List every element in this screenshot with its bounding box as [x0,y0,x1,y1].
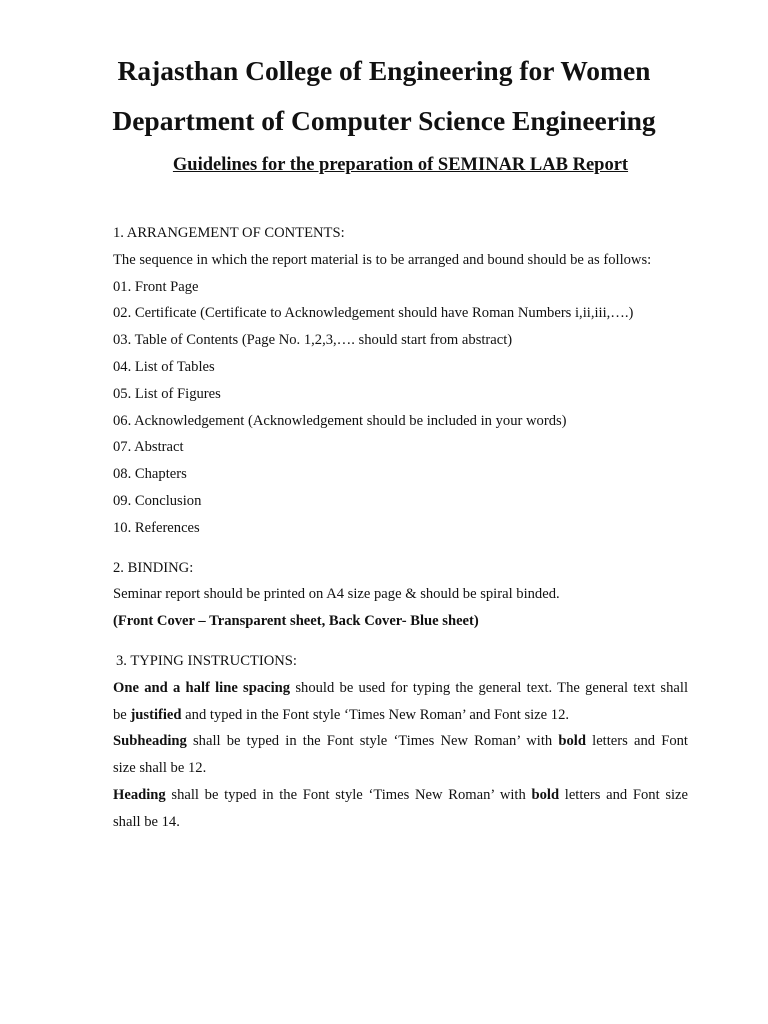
paragraph-line: Subheading shall be typed in the Font style ‘Times New Roman’ with bold letters and Font [113,733,688,750]
list-item: 08. Chapters [113,466,187,483]
list-item: 07. Abstract [113,439,184,456]
list-item: 02. Certificate (Certificate to Acknowledgement should have Roman Numbers i,ii,iii,….) [113,305,634,322]
binding-note: (Front Cover – Transparent sheet, Back Cover- Blue sheet) [113,613,479,630]
list-item: 09. Conclusion [113,492,202,509]
paragraph-line: Heading shall be typed in the Font style ‘Times New Roman’ with bold letters and Font size [113,786,689,803]
document-body [113,220,688,836]
section-heading: 1. ARRANGEMENT OF CONTENTS: [113,225,345,241]
list-item: 01. Front Page [113,278,199,295]
list-item: 05. List of Figures [113,385,221,402]
section-heading: 3. TYPING INSTRUCTIONS: [116,652,297,669]
paragraph-line: be justified and typed in the Font style ‘Times New Roman’ and Font size 12. [113,706,570,723]
section-binding [113,555,688,635]
section-heading: 2. BINDING: [113,559,194,576]
paragraph-line: One and a half line spacing should be used for typing the general text. The general text shall [113,679,688,696]
department-title: Department of Computer Science Engineering [112,105,656,136]
section-arrangement [113,220,688,542]
college-title: Rajasthan College of Engineering for Women [117,55,651,86]
list-item: 10. References [113,519,200,536]
list-item: 06. Acknowledgement (Acknowledgement should be included in your words) [113,412,567,429]
paragraph-line: size shall be 12. [113,760,207,777]
section-intro: The sequence in which the report material is to be arranged and bound should be as follows: [113,251,652,268]
list-item: 03. Table of Contents (Page No. 1,2,3,…. should start from abstract) [113,332,513,349]
list-item: 04. List of Tables [113,358,215,375]
paragraph-line: shall be 14. [113,813,180,830]
section-typing [113,648,688,836]
document-subtitle: Guidelines for the preparation of SEMINAR LAB Report [172,155,629,175]
binding-text: Seminar report should be printed on A4 size page & should be spiral binded. [113,586,560,603]
